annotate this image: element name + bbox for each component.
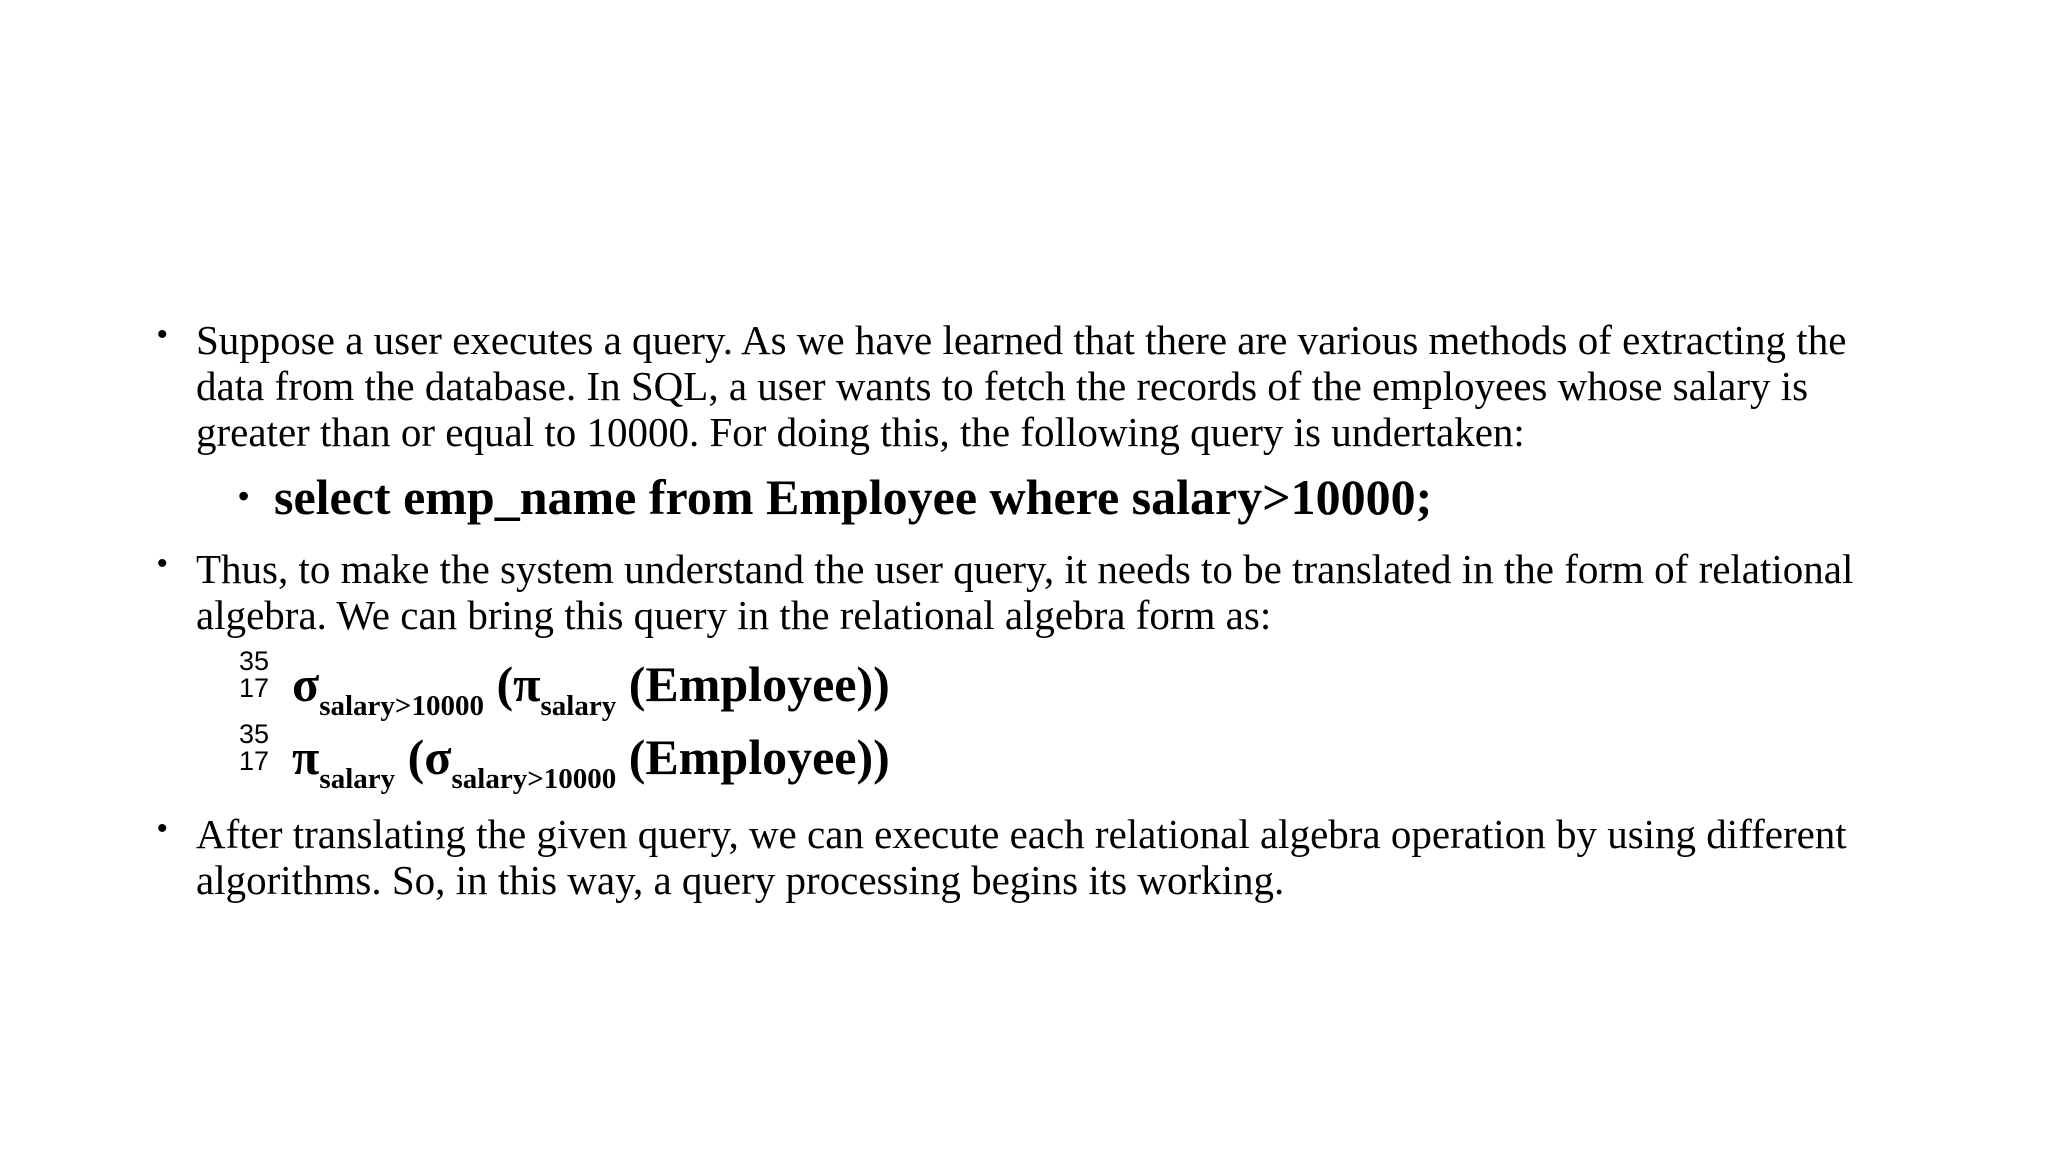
bullet-1-text: Suppose a user executes a query. As we have learned that there are various methods of extracting the data from the database. In SQL, a user wants to fetch the records of the employees whose salary is greater than or equal to 10000. For doing this, the following query is undertaken:: [196, 317, 1847, 455]
bullet-dot-2: •: [157, 547, 168, 580]
expr-2-operator-1: π: [292, 729, 320, 785]
expr-2-subscript-1: salary: [319, 763, 396, 795]
expr-2-tail: (Employee)): [616, 729, 890, 785]
expr-2-marker: [236, 721, 272, 775]
expr-1-operator-1: σ: [292, 656, 320, 712]
bullet-3-text: After translating the given query, we can execute each relational algebra operation by using different algorithms. So, in this way, a query processing begins its working.: [196, 811, 1847, 903]
expr-1-subscript-2: salary: [540, 690, 617, 722]
expr-1-subscript-1: salary>10000: [319, 690, 484, 722]
sub-bullet-dot: •: [238, 478, 250, 514]
expr-1-marker-top: 35: [238, 646, 270, 676]
bullet-2-text: Thus, to make the system understand the user query, it needs to be translated in the form of relational algebra. We can bring this query in the relational algebra form as:: [196, 546, 1854, 638]
bullet-dot-3: •: [157, 812, 168, 845]
expr-2-marker-top: 35: [238, 719, 270, 749]
relational-expression-1: [292, 655, 890, 722]
expr-1-tail: (Employee)): [616, 656, 890, 712]
expr-2-marker-bottom: 17: [238, 746, 270, 776]
expr-1-marker-bottom: 17: [238, 673, 270, 703]
bullet-dot-1: •: [157, 318, 168, 351]
sql-query: select emp_name from Employee where salary>10000;: [274, 469, 1433, 525]
expr-2-subscript-2: salary>10000: [451, 763, 617, 795]
expr-2-operator-2: (σ: [395, 729, 452, 785]
expr-1-operator-2: (π: [483, 656, 541, 712]
relational-expression-2: [292, 728, 890, 795]
expr-1-marker: [236, 648, 272, 702]
